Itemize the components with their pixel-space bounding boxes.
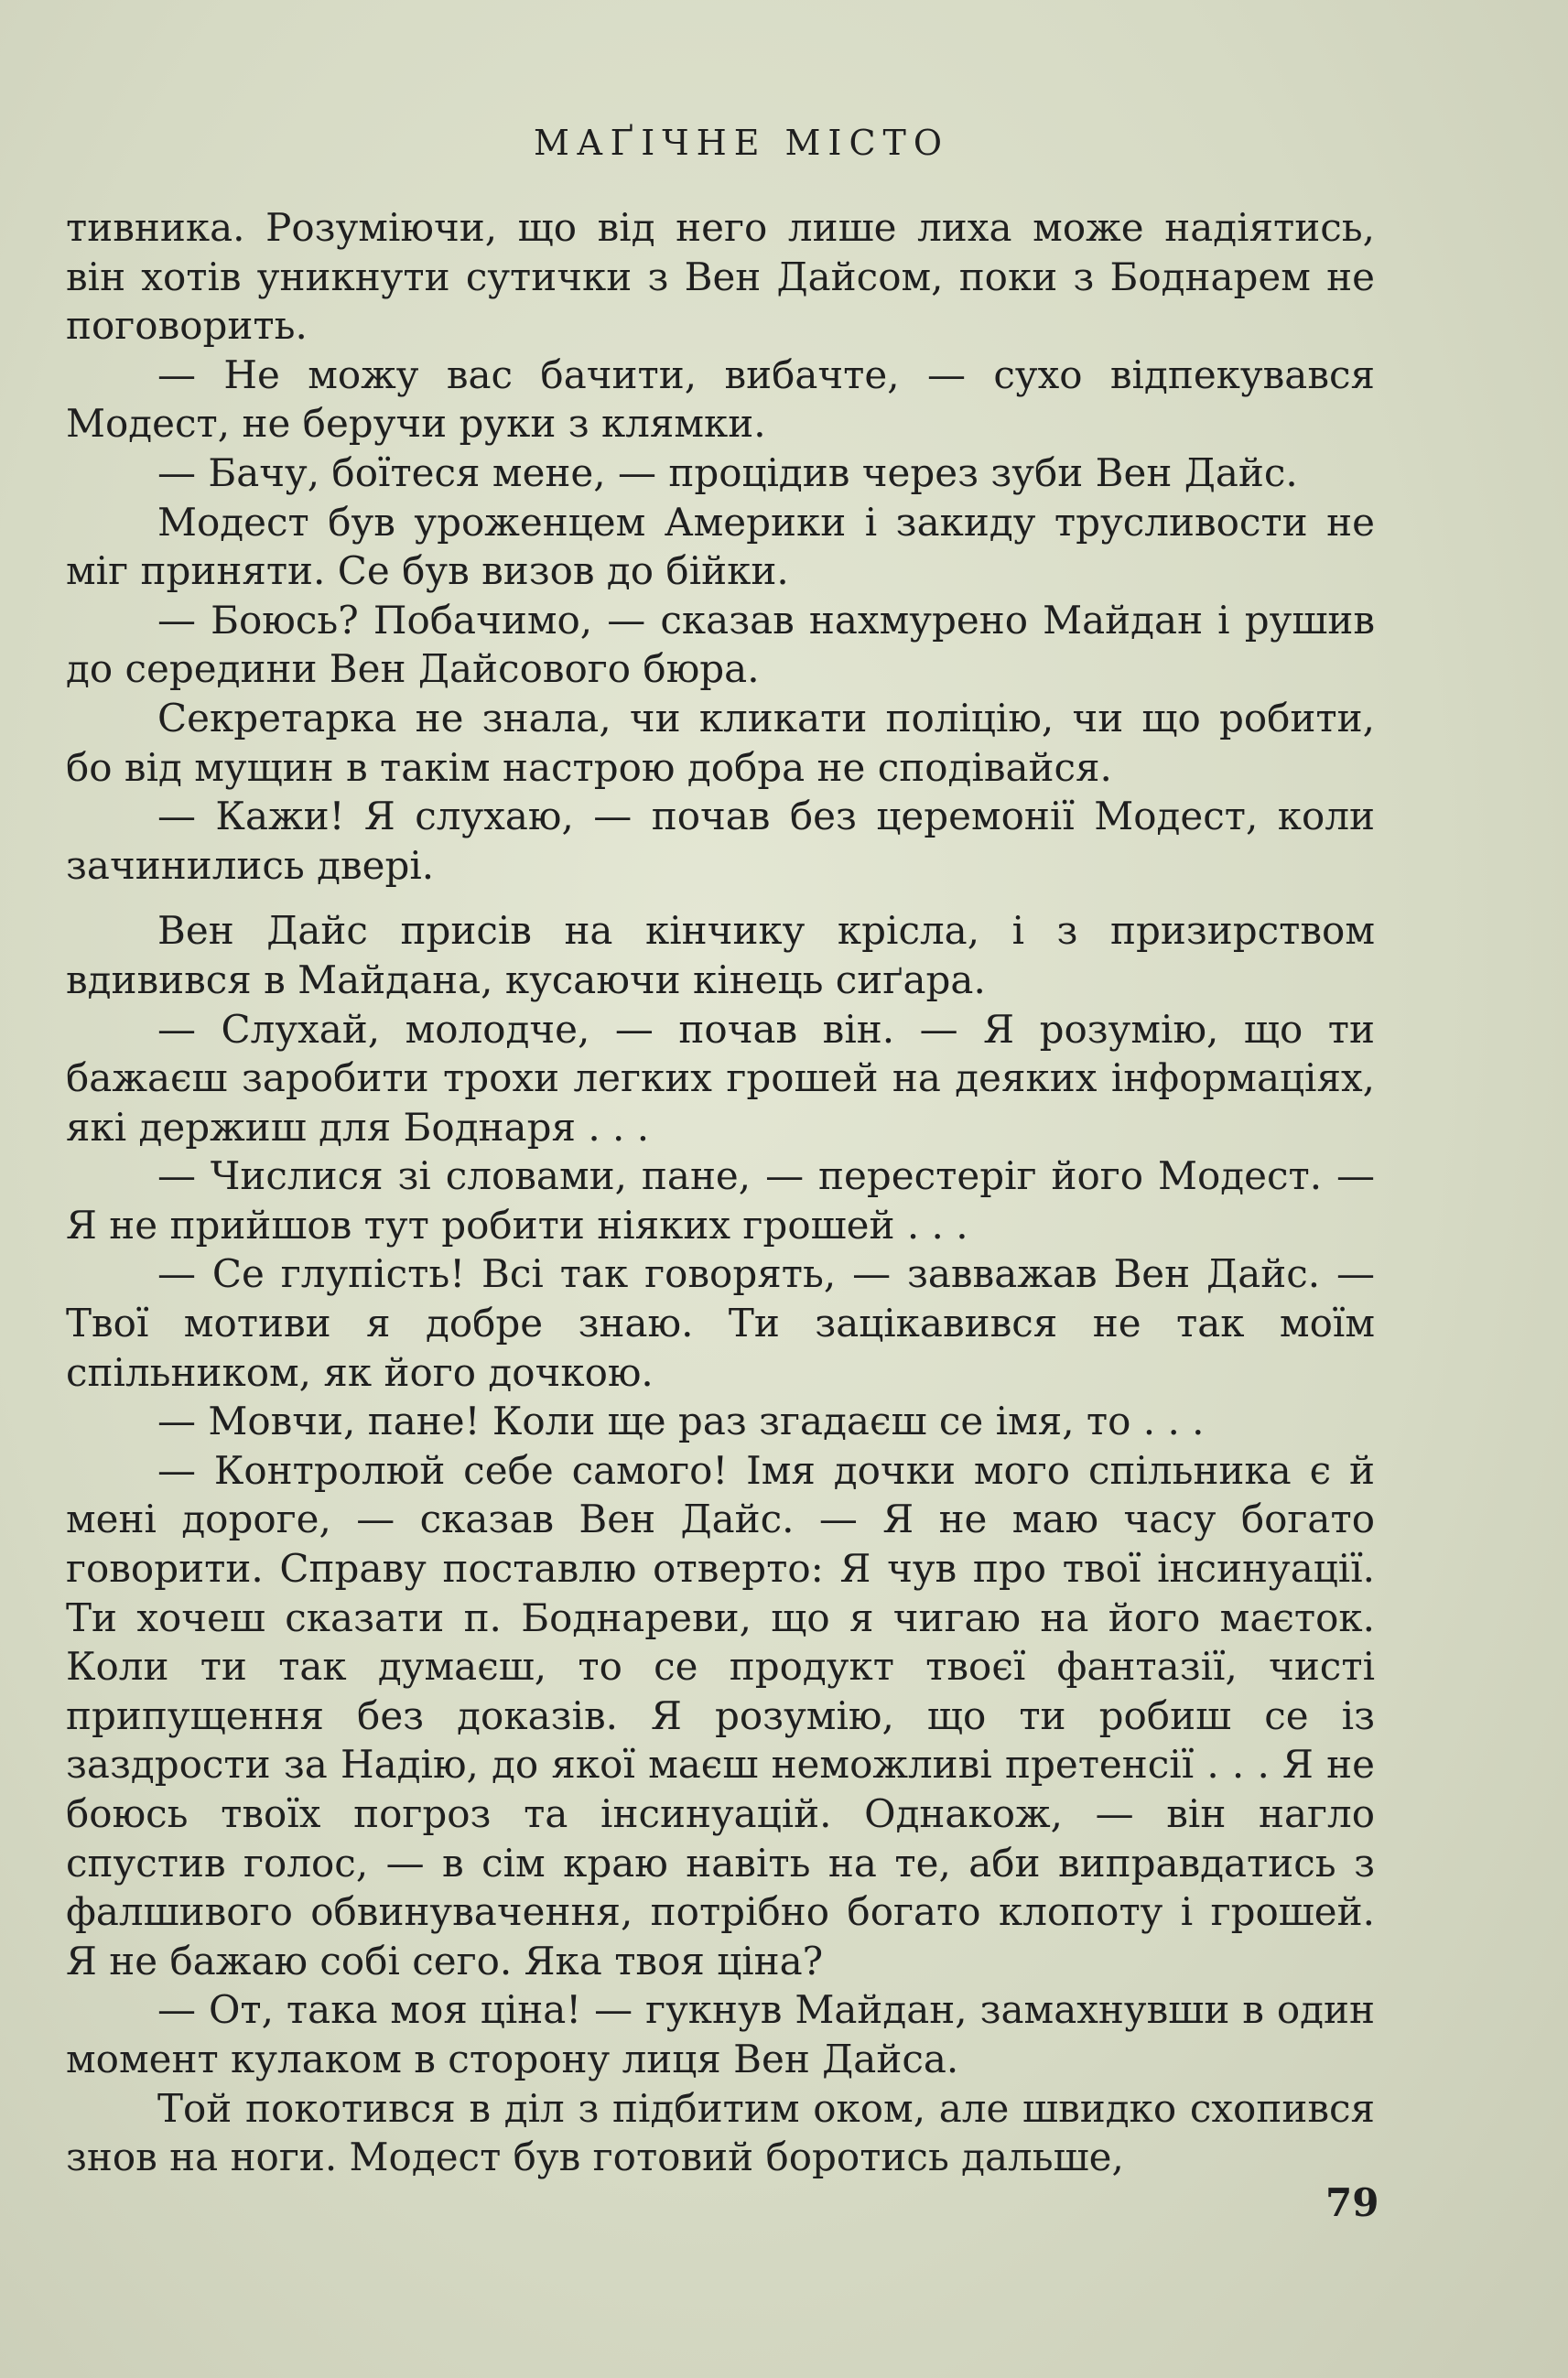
body-text [66,203,1375,2182]
paragraph: — Числися зі словами, пане, — перестеріг його Модест. — Я не прийшов тут робити ніяких грошей . . . [66,1153,1375,1248]
paragraph: тивника. Розуміючи, що від него лише лиха може надіятись, він хотів уникнути сутички з Вен Дайсом, поки з Боднарем не поговорить. [66,205,1375,349]
paragraph: Вен Дайс присів на кінчику крісла, і з призирством вдивився в Майдана, кусаючи кінець сиґара. [66,908,1375,1002]
paragraph: — Мовчи, пане! Коли ще раз згадаєш се імя, то . . . [157,1399,1205,1444]
paragraph: Модест був уроженцем Америки і закиду трусливости не міг приняти. Се був визов до бійки. [66,499,1375,594]
paragraph: Той покотився в діл з підбитим оком, але швидко схопився знов на ноги. Модест був готовий боротись дальше, [66,2085,1375,2180]
paragraph: — Не можу вас бачити, вибачте, — сухо відпекувався Модест, не беручи руки з клямки. [66,351,1375,447]
page-number: 79 [1325,2180,1379,2225]
paragraph: — Се глупість! Всі так говорять, — завважав Вен Дайс. — Твої мотиви я добре знаю. Ти зацікавився не так моїм спільником, як його дочкою. [66,1251,1375,1395]
running-head: МАҐІЧНЕ МІСТО [533,123,950,163]
paragraph: — Бачу, боїтеся мене, — процідив через зуби Вен Дайс. [157,449,1298,495]
paragraph: — От, така моя ціна! — гукнув Майдан, замахнувши в один момент кулаком в сторону лиця Вен Дайса. [66,1987,1375,2081]
paragraph: — Слухай, молодче, — почав він. — Я розумію, що ти бажаєш заробити трохи легких грошей на деяких інформаціях, які держиш для Боднаря . . . [66,1006,1375,1150]
paragraph: — Контролюй себе самого! Імя дочки мого спільника є й мені дороге, — сказав Вен Дайс. — Я не маю часу богато говорити. Справу поставлю отверто: Я чув про твої інсинуації. Ти хочеш сказати п. Боднареви, що я чигаю на його маєток. Коли ти так думаєш, то се продукт твоєї фантазії, чисті припущення без доказів. Я розумію, що ти робиш се із заздрости за Надію, до якої маєш неможливі претенсії . . . Я не боюсь твоїх погроз та інсинуацій. Однакож, — він нагло спустив голос, — в сім краю навіть на те, аби виправдатись з фалшивого обвинувачення, потрібно богато клопоту і грошей. Я не бажаю собі сего. Яка твоя ціна? [66,1447,1375,1983]
paragraph: Секретарка не знала, чи кликати поліцію, чи що робити, бо від мущин в такім настрою добра не сподівайся. [66,695,1375,790]
paragraph: — Кажи! Я слухаю, — почав без церемонії Модест, коли зачинились двері. [66,794,1375,888]
paragraph: — Боюсь? Побачимо, — сказав нахмурено Майдан і рушив до середини Вен Дайсового бюра. [66,597,1375,692]
